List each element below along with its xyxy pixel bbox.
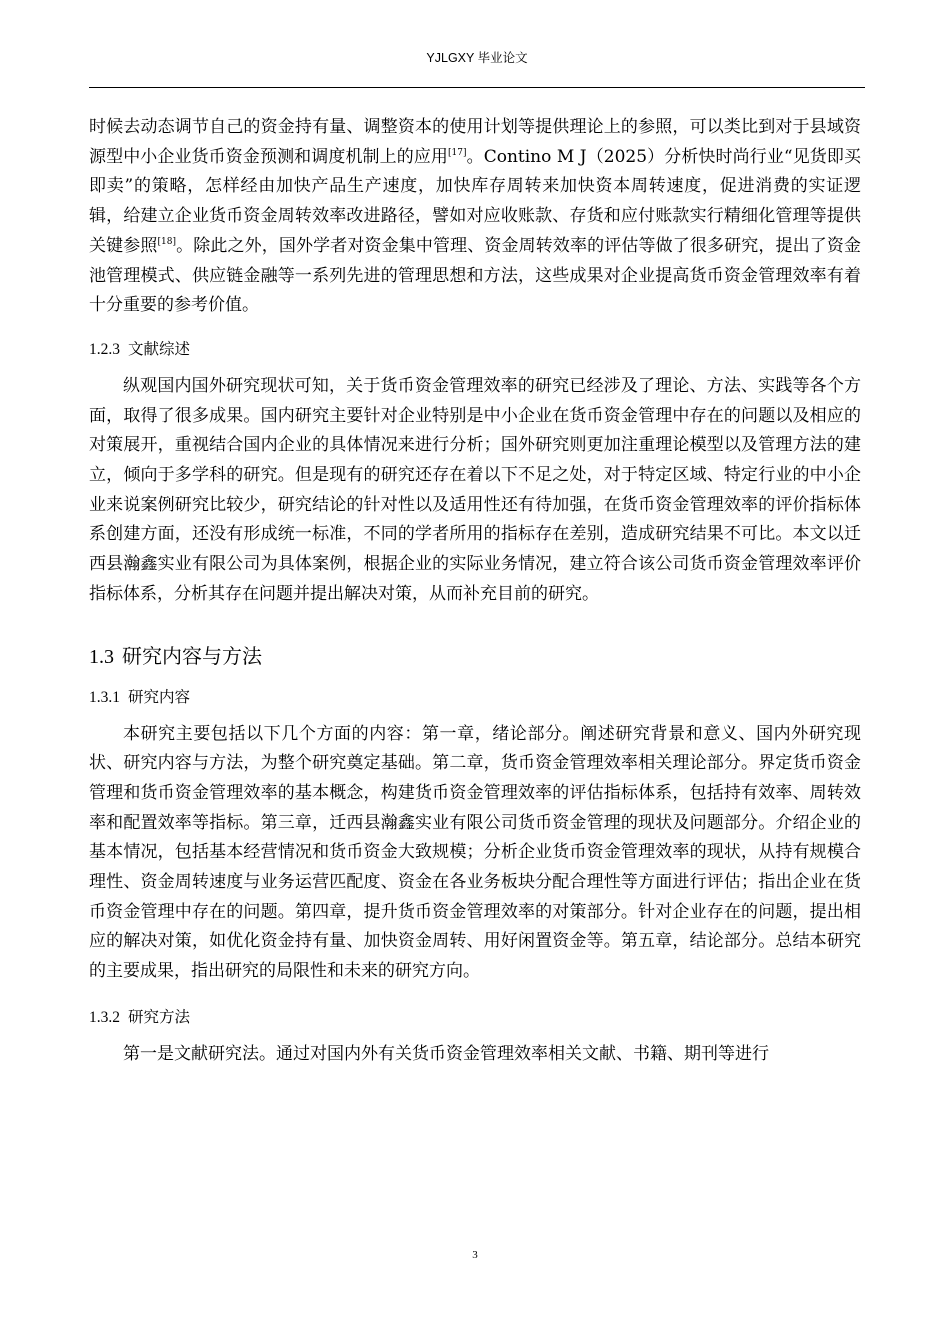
page-header xyxy=(89,40,865,88)
citation-18: [18] xyxy=(157,236,176,247)
citation-17: [17] xyxy=(448,147,467,158)
p1-text-c: 。除此之外，国外学者对资金集中管理、资金周转效率的评估等做了很多研究，提出了资金池管理模式、供应链金融等一系列先进的管理思想和方法，这些成果对企业提高货币资金管理效率有着十分重要的参考价值。 xyxy=(89,235,862,316)
paragraph-research-content: 本研究主要包括以下几个方面的内容：第一章，绪论部分。阐述研究背景和意义、国内外研究现状、研究内容与方法，为整个研究奠定基础。第二章，货币资金管理效率相关理论部分。界定货币资金管理和货币资金管理效率的基本概念，构建货币资金管理效率的评估指标体系，包括持有效率、周转效率和配置效率等指标。第三章，迁西县瀚鑫实业有限公司货币资金管理的现状及问题部分。介绍企业的基本情况，包括基本经营情况和货币资金大致规模；分析企业货币资金管理效率的现状，从持有规模合理性、资金周转速度与业务运营匹配度、资金在各业务板块分配合理性等方面进行评估；指出企业在货币资金管理中存在的问题。第四章，提升货币资金管理效率的对策部分。针对企业存在的问题，提出相应的解决对策，如优化资金持有量、加快资金周转、用好闲置资金等。第五章，结论部分。总结本研究的主要成果，指出研究的局限性和未来的研究方向。 xyxy=(89,723,861,982)
heading-title: 文献综述 xyxy=(128,339,191,358)
heading-title: 研究内容与方法 xyxy=(122,643,262,668)
heading-1-2-3 xyxy=(89,335,861,364)
heading-title: 研究内容 xyxy=(128,687,191,706)
heading-number: 1.2.3 xyxy=(89,340,120,358)
heading-1-3-2 xyxy=(89,1003,861,1032)
heading-number: 1.3 xyxy=(89,645,114,668)
heading-number: 1.3.1 xyxy=(89,688,120,706)
header-title: YJLGXY 毕业论文 xyxy=(426,51,528,65)
heading-1-3 xyxy=(89,640,861,673)
page-number: 3 xyxy=(472,1249,478,1261)
paragraph-foreign-research-cont xyxy=(89,113,861,321)
paragraph-research-methods: 第一是文献研究法。通过对国内外有关货币资金管理效率相关文献、书籍、期刊等进行 xyxy=(123,1043,769,1064)
heading-number: 1.3.2 xyxy=(89,1008,120,1026)
heading-1-3-1 xyxy=(89,683,861,712)
p1-text-b: 。Contino M J（2025）分析快时尚行业“见货即买即卖”的策略，怎样经由加快产品生产速度，加快库存周转来加快资本周转速度，促进消费的实证逻辑，给建立企业货币资金周转效率改进路径，譬如对应收账款、存货和应付账款实行精细化管理等提供关键参照 xyxy=(89,146,861,256)
heading-title: 研究方法 xyxy=(128,1007,191,1026)
p1-text-a: 时候去动态调节自己的资金持有量、调整资本的使用计划等提供理论上的参照，可以类比到对于县域资源型中小企业货币资金预测和调度机制上的应用 xyxy=(89,117,861,167)
page-body xyxy=(89,113,861,1070)
paragraph-literature-review: 纵观国内国外研究现状可知，关于货币资金管理效率的研究已经涉及了理论、方法、实践等各个方面，取得了很多成果。国内研究主要针对企业特别是中小企业在货币资金管理中存在的问题以及相应的对策展开，重视结合国内企业的具体情况来进行分析；国外研究则更加注重理论模型以及管理方法的建立，倾向于多学科的研究。但是现有的研究还存在着以下不足之处，对于特定区域、特定行业的中小企业来说案例研究比较少，研究结论的针对性以及适用性还有待加强，在货币资金管理效率的评价指标体系创建方面，还没有形成统一标准，不同的学者所用的指标存在差别，造成研究结果不可比。本文以迁西县瀚鑫实业有限公司为具体案例，根据企业的实际业务情况，建立符合该公司货币资金管理效率评价指标体系，分析其存在问题并提出解决对策，从而补充目前的研究。 xyxy=(89,375,861,604)
